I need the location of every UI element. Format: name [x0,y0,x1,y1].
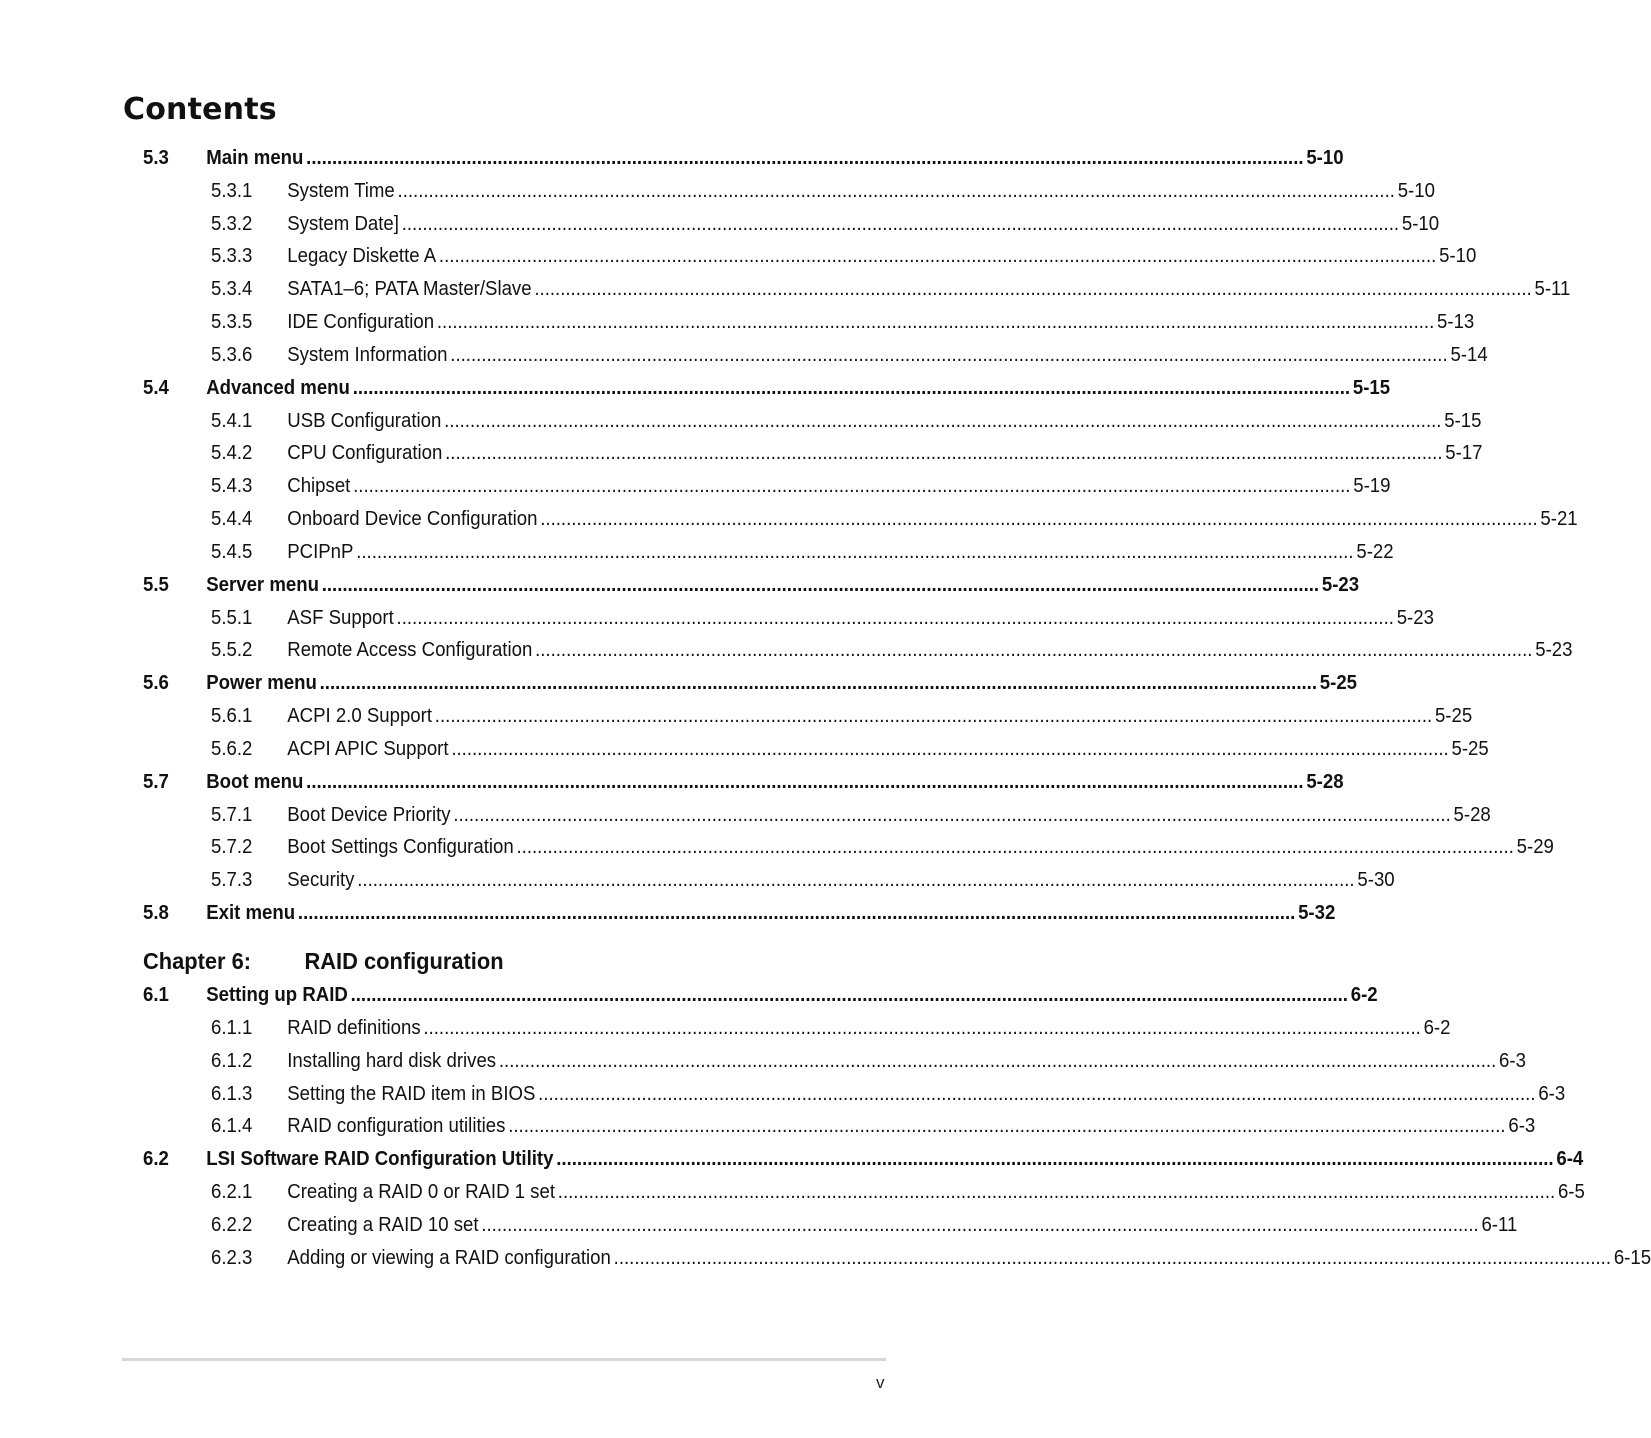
toc-entry-number: 5.8 [143,902,169,925]
toc-dot-leader: ................................................................................................................................................................................................. [350,984,1348,1006]
page-title: Contents [123,92,277,127]
toc-entry-number: 5.7.2 [211,836,253,859]
toc-entry-title: RAID definitions [287,1016,421,1039]
toc-entry-number: 5.6 [143,672,169,695]
toc-dot-leader: ................................................................................................................................................................................................. [534,278,1532,301]
chapter-heading [143,944,504,978]
toc-entry-page: 5-28 [1453,803,1491,826]
toc-dot-leader: ................................................................................................................................................................................................. [306,147,1304,169]
toc-entry-title: Boot menu [206,770,304,793]
toc-entry-page: 5-32 [1298,902,1336,925]
toc-entry-number: 5.5.2 [211,639,253,662]
toc-entry-title: Setting up RAID [206,984,348,1006]
toc-subsection-entry[interactable] [211,1209,1518,1242]
toc-entry-page: 6-2 [1350,984,1378,1006]
toc-subsection-entry[interactable] [211,733,1489,766]
toc-entry-number: 5.7.3 [211,869,253,892]
toc-entry-number: 6.1.4 [211,1115,253,1138]
toc-entry-number: 6.1.1 [211,1016,253,1039]
toc-subsection-entry[interactable] [211,831,1554,864]
toc-entry-page: 5-22 [1356,540,1394,563]
toc-dot-leader: ................................................................................................................................................................................................. [353,475,1351,498]
toc-section-entry[interactable] [143,766,1344,799]
toc-entry-title: USB Configuration [287,409,442,432]
footer-divider [122,1358,886,1361]
toc-dot-leader: ................................................................................................................................................................................................. [450,343,1448,366]
toc-entry-page: 6-11 [1481,1213,1518,1236]
toc-subsection-entry[interactable] [211,1242,1651,1275]
toc-entry-title: Creating a RAID 0 or RAID 1 set [287,1181,555,1204]
toc-entry-number: 5.3 [143,147,169,169]
toc-dot-leader: ................................................................................................................................................................................................. [321,573,1320,596]
toc-dot-leader: ................................................................................................................................................................................................. [508,1115,1506,1138]
toc-entry-page: 5-15 [1352,376,1391,399]
toc-entry-number: 5.7 [143,770,169,793]
toc-dot-leader: ................................................................................................................................................................................................. [356,540,1354,563]
toc-entry-title: SATA1–6; PATA Master/Slave [287,278,532,301]
toc-entry-page: 6-15 [1613,1246,1651,1269]
toc-dot-leader: ................................................................................................................................................................................................. [357,869,1355,892]
toc-entry-title: CPU Configuration [287,442,443,465]
toc-entry-number: 5.3.3 [211,245,253,268]
toc-entry-number: 6.2.2 [211,1213,253,1236]
toc-entry-title: Power menu [206,672,317,695]
toc-dot-leader: ................................................................................................................................................................................................. [436,311,1435,334]
toc-entry-number: 6.1 [143,984,169,1006]
toc-entry-page: 6-2 [1423,1016,1451,1039]
toc-dot-leader: ................................................................................................................................................................................................. [444,409,1442,432]
toc-dot-leader: ................................................................................................................................................................................................. [538,1082,1536,1105]
toc-entry-title: Adding or viewing a RAID configuration [287,1246,611,1269]
toc-entry-number: 5.3.2 [211,212,253,235]
toc-entry-number: 5.3.4 [211,278,253,301]
toc-dot-leader: ................................................................................................................................................................................................. [481,1213,1479,1236]
toc-entry-page: 6-3 [1499,1049,1526,1072]
toc-entry-title: System Date] [287,212,399,235]
toc-entry-number: 5.6.1 [211,705,253,728]
toc-entry-page: 5-29 [1516,836,1554,859]
toc-entry-title: Security [287,869,355,892]
toc-entry-title: Setting the RAID item in BIOS [287,1082,536,1105]
toc-entry-number: 5.4 [143,376,169,399]
toc-dot-leader: ................................................................................................................................................................................................. [396,606,1394,629]
toc-subsection-entry[interactable] [211,240,1477,273]
toc-entry-number: 5.3.1 [211,179,253,202]
toc-dot-leader: ................................................................................................................................................................................................. [451,737,1449,760]
toc-entry-number: 6.2.1 [211,1181,253,1204]
toc-subsection-entry[interactable] [211,503,1578,536]
toc-subsection-entry[interactable] [211,1045,1526,1078]
toc-section-entry[interactable] [143,667,1358,700]
toc-entry-page: 5-23 [1535,639,1573,662]
toc-entry-title: ASF Support [287,606,394,629]
toc-entry-page: 5-10 [1306,147,1344,169]
toc-entry-title: Exit menu [206,902,296,925]
toc-subsection-entry[interactable] [211,437,1483,470]
toc-dot-leader: ................................................................................................................................................................................................. [401,212,1400,235]
toc-subsection-entry[interactable] [211,306,1475,339]
toc-section-entry[interactable] [143,569,1360,602]
toc-subsection-entry[interactable] [211,799,1491,832]
toc-entry-title: Onboard Device Configuration [287,508,538,531]
toc-entry-page: 5-14 [1450,343,1488,366]
toc-entry-number: 6.1.3 [211,1082,253,1105]
toc-entry-page: 5-11 [1534,278,1571,301]
toc-subsection-entry[interactable] [211,1012,1451,1045]
toc-entry-page: 5-25 [1319,672,1358,695]
toc-dot-leader: ................................................................................................................................................................................................. [516,836,1514,859]
toc-dot-leader: ................................................................................................................................................................................................. [445,442,1443,465]
toc-entry-title: Remote Access Configuration [287,639,533,662]
toc-subsection-entry[interactable] [211,536,1394,569]
toc-entry-page: 5-17 [1445,442,1483,465]
page-number: v [876,1373,885,1392]
toc-entry-number: 6.2.3 [211,1246,253,1269]
toc-entry-title: Advanced menu [206,376,350,399]
toc-entry-page: 5-30 [1357,869,1395,892]
chapter-title: RAID configuration [304,948,504,974]
toc-dot-leader: ................................................................................................................................................................................................. [319,672,1317,695]
toc-subsection-entry[interactable] [211,405,1482,438]
toc-entry-page: 5-23 [1396,606,1434,629]
toc-subsection-entry[interactable] [211,339,1488,372]
toc-entry-title: ACPI APIC Support [287,737,449,760]
toc-section-entry[interactable] [143,979,1378,1012]
toc-entry-page: 5-15 [1444,409,1482,432]
toc-entry-title: Boot Settings Configuration [287,836,514,859]
toc-entry-title: Server menu [206,573,319,596]
toc-subsection-entry[interactable] [211,864,1395,897]
toc-entry-page: 5-10 [1401,212,1440,235]
toc-subsection-entry[interactable] [211,1078,1566,1111]
toc-entry-number: 6.2 [143,1148,169,1171]
toc-dot-leader: ................................................................................................................................................................................................. [306,770,1304,793]
chapter-label: Chapter 6: [143,948,252,974]
toc-entry-number: 5.4.3 [211,475,253,498]
toc-entry-title: Creating a RAID 10 set [287,1213,479,1236]
toc-subsection-entry[interactable] [211,602,1434,635]
toc-entry-title: Boot Device Priority [287,803,451,826]
toc-entry-page: 5-19 [1353,475,1391,498]
toc-entry-page: 5-23 [1321,573,1360,596]
toc-subsection-entry[interactable] [211,634,1573,667]
toc-entry-page: 5-10 [1397,179,1435,202]
toc-entry-number: 5.4.4 [211,508,253,531]
toc-entry-number: 5.6.2 [211,737,253,760]
toc-entry-page: 5-28 [1306,770,1344,793]
toc-entry-title: Main menu [206,147,304,169]
toc-section-entry[interactable] [143,897,1336,930]
toc-dot-leader: ................................................................................................................................................................................................. [397,179,1395,202]
toc-subsection-entry[interactable] [211,273,1571,306]
toc-entry-title: IDE Configuration [287,311,435,334]
toc-entry-number: 5.5 [143,573,169,596]
toc-entry-page: 6-4 [1556,1148,1584,1171]
toc-dot-leader: ................................................................................................................................................................................................. [540,508,1538,531]
toc-entry-page: 6-5 [1557,1181,1585,1204]
toc-entry-number: 6.1.2 [211,1049,253,1072]
toc-entry-title: LSI Software RAID Configuration Utility [206,1148,554,1171]
toc-dot-leader: ................................................................................................................................................................................................. [438,245,1437,268]
toc-dot-leader: ................................................................................................................................................................................................. [297,902,1296,925]
toc-dot-leader: ................................................................................................................................................................................................. [453,803,1451,826]
toc-entry-page: 5-10 [1439,245,1477,268]
toc-entry-number: 5.4.1 [211,409,253,432]
toc-subsection-entry[interactable] [211,1110,1536,1143]
toc-entry-title: System Time [287,179,395,202]
toc-entry-title: Chipset [287,475,351,498]
toc-entry-number: 5.3.5 [211,311,253,334]
toc-entry-number: 5.7.1 [211,803,253,826]
toc-dot-leader: ................................................................................................................................................................................................. [423,1016,1421,1039]
toc-subsection-entry[interactable] [211,1176,1585,1209]
toc-entry-page: 5-21 [1540,508,1578,531]
toc-section-entry[interactable] [143,142,1344,175]
toc-entry-title: System Information [287,343,448,366]
toc-entry-page: 5-25 [1451,737,1489,760]
toc-entry-title: Legacy Diskette A [287,245,437,268]
toc-entry-title: PCIPnP [287,540,354,563]
toc-section-entry[interactable] [143,1143,1584,1176]
toc-dot-leader: ................................................................................................................................................................................................. [556,1148,1554,1171]
toc-dot-leader: ................................................................................................................................................................................................. [434,705,1433,728]
toc-dot-leader: ................................................................................................................................................................................................. [352,376,1351,399]
toc-dot-leader: ................................................................................................................................................................................................. [498,1049,1497,1072]
toc-entry-page: 6-3 [1538,1082,1566,1105]
toc-subsection-entry[interactable] [211,470,1391,503]
toc-entry-number: 5.3.6 [211,343,253,366]
toc-subsection-entry[interactable] [211,208,1440,241]
toc-entry-number: 5.4.5 [211,540,253,563]
toc-entry-page: 5-25 [1434,705,1473,728]
toc-subsection-entry[interactable] [211,700,1473,733]
toc-entry-page: 5-13 [1437,311,1475,334]
toc-entry-number: 5.5.1 [211,606,253,629]
toc-dot-leader: ................................................................................................................................................................................................. [613,1246,1612,1269]
toc-entry-page: 6-3 [1508,1115,1536,1138]
toc-dot-leader: ................................................................................................................................................................................................. [557,1181,1556,1204]
toc-entry-title: RAID configuration utilities [287,1115,506,1138]
toc-entry-number: 5.4.2 [211,442,253,465]
toc-section-entry[interactable] [143,372,1391,405]
toc-entry-title: Installing hard disk drives [287,1049,497,1072]
toc-dot-leader: ................................................................................................................................................................................................. [535,639,1533,662]
toc-entry-title: ACPI 2.0 Support [287,705,433,728]
toc-subsection-entry[interactable] [211,175,1435,208]
